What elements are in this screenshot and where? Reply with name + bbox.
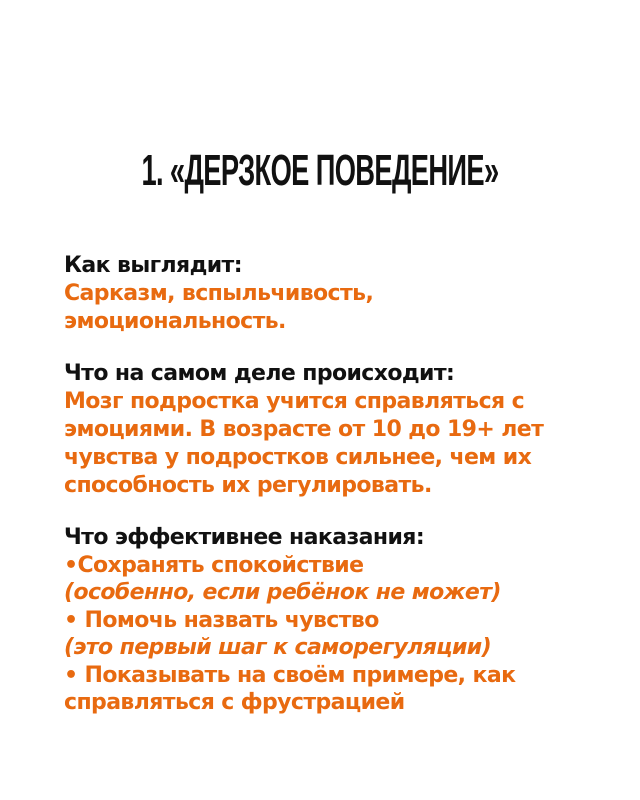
content xyxy=(64,252,624,741)
bullet-note: (это первый шаг к саморегуляции) xyxy=(64,635,492,660)
section-heading: Что эффективнее наказания: xyxy=(64,525,425,550)
section-text-line: эмоциональность. xyxy=(64,309,286,334)
bullet-item: • Показывать на своём примере, как xyxy=(64,662,516,688)
section-heading: Что на самом деле происходит: xyxy=(64,361,455,386)
bullet-item-continuation: справляться с фрустрацией xyxy=(64,690,405,715)
section-text-line: Сарказм, вспыльчивость, xyxy=(64,281,374,306)
section-text-line: чувства у подростков сильнее, чем их xyxy=(64,445,532,470)
bullet-item: • Помочь назвать чувство xyxy=(64,607,379,633)
section-heading: Как выглядит: xyxy=(64,253,242,278)
page-title: 1. «ДЕРЗКОЕ ПОВЕДЕНИЕ» xyxy=(141,146,499,195)
section-what-happens xyxy=(64,360,624,500)
section-text-line: эмоциями. В возрасте от 10 до 19+ лет xyxy=(64,417,544,442)
section-how-it-looks xyxy=(64,252,624,336)
bullet-item: •Сохранять спокойствие xyxy=(64,552,364,578)
section-text-line: способность их регулировать. xyxy=(64,473,432,498)
section-better-than-punishment xyxy=(64,524,624,717)
bullet-note: (особенно, если ребёнок не может) xyxy=(64,580,501,605)
section-text-line: Мозг подростка учится справляться с xyxy=(64,389,525,414)
